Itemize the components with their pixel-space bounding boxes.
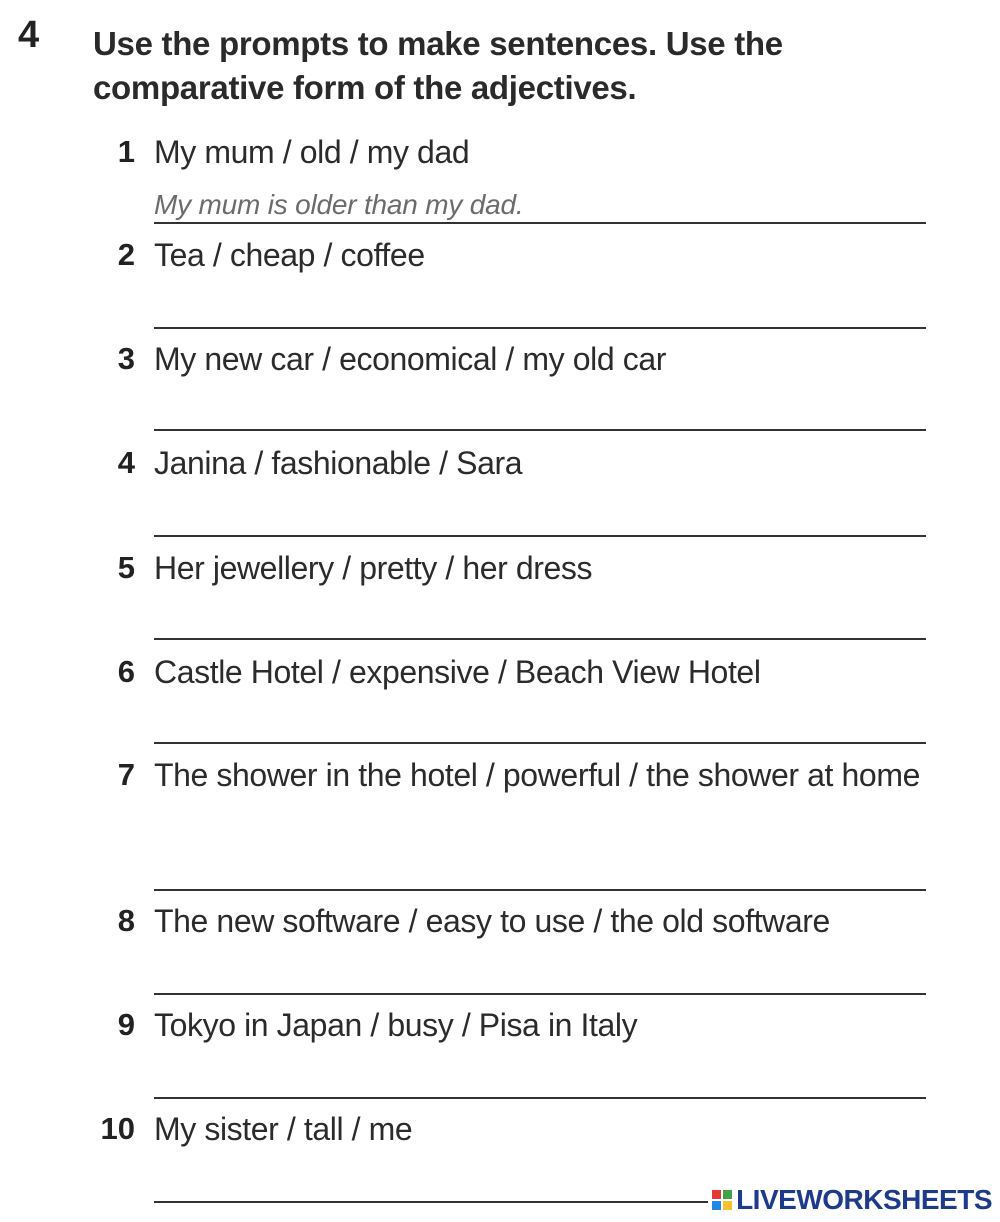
item-prompt: My new car / economical / my old car	[154, 341, 666, 377]
answer-field[interactable]	[154, 287, 926, 329]
item-prompt: Her jewellery / pretty / her dress	[154, 550, 593, 586]
item-prompt: Janina / fashionable / Sara	[154, 445, 523, 481]
item-prompt: The new software / easy to use / the old software	[154, 903, 830, 939]
item-number: 1	[117, 134, 135, 169]
answer-field[interactable]	[154, 389, 926, 431]
exercise-instructions: Use the prompts to make sentences. Use the comparative form of the adjectives.	[93, 25, 783, 106]
answer-field[interactable]	[154, 495, 926, 537]
answer-field[interactable]	[154, 849, 926, 891]
item-prompt: Tea / cheap / coffee	[154, 237, 425, 273]
item-number: 7	[117, 757, 135, 792]
answer-field[interactable]	[154, 182, 926, 224]
item-number: 5	[117, 550, 135, 585]
watermark-text: LIVEWORKSHEETS	[736, 1184, 992, 1215]
item-number: 3	[117, 341, 135, 376]
item-number: 4	[117, 445, 135, 480]
answer-field[interactable]	[154, 598, 926, 640]
item-number: 10	[100, 1111, 135, 1146]
answer-field[interactable]	[154, 702, 926, 744]
item-prompt: My sister / tall / me	[154, 1111, 413, 1147]
item-number: 6	[117, 654, 135, 689]
item-number: 9	[117, 1007, 135, 1042]
answer-field[interactable]	[154, 1057, 926, 1099]
liveworksheets-watermark	[708, 1184, 992, 1216]
item-prompt: The shower in the hotel / powerful / the shower at home	[154, 757, 920, 793]
exercise-number: 4	[18, 14, 40, 56]
item-number: 2	[117, 237, 135, 272]
item-prompt: Castle Hotel / expensive / Beach View Hotel	[154, 654, 761, 690]
item-prompt: My mum / old / my dad	[154, 134, 470, 170]
liveworksheets-logo-icon	[712, 1190, 732, 1210]
item-number: 8	[117, 903, 135, 938]
answer-field[interactable]	[154, 953, 926, 995]
answer-text: My mum is older than my dad.	[154, 189, 524, 220]
item-prompt: Tokyo in Japan / busy / Pisa in Italy	[154, 1007, 638, 1043]
